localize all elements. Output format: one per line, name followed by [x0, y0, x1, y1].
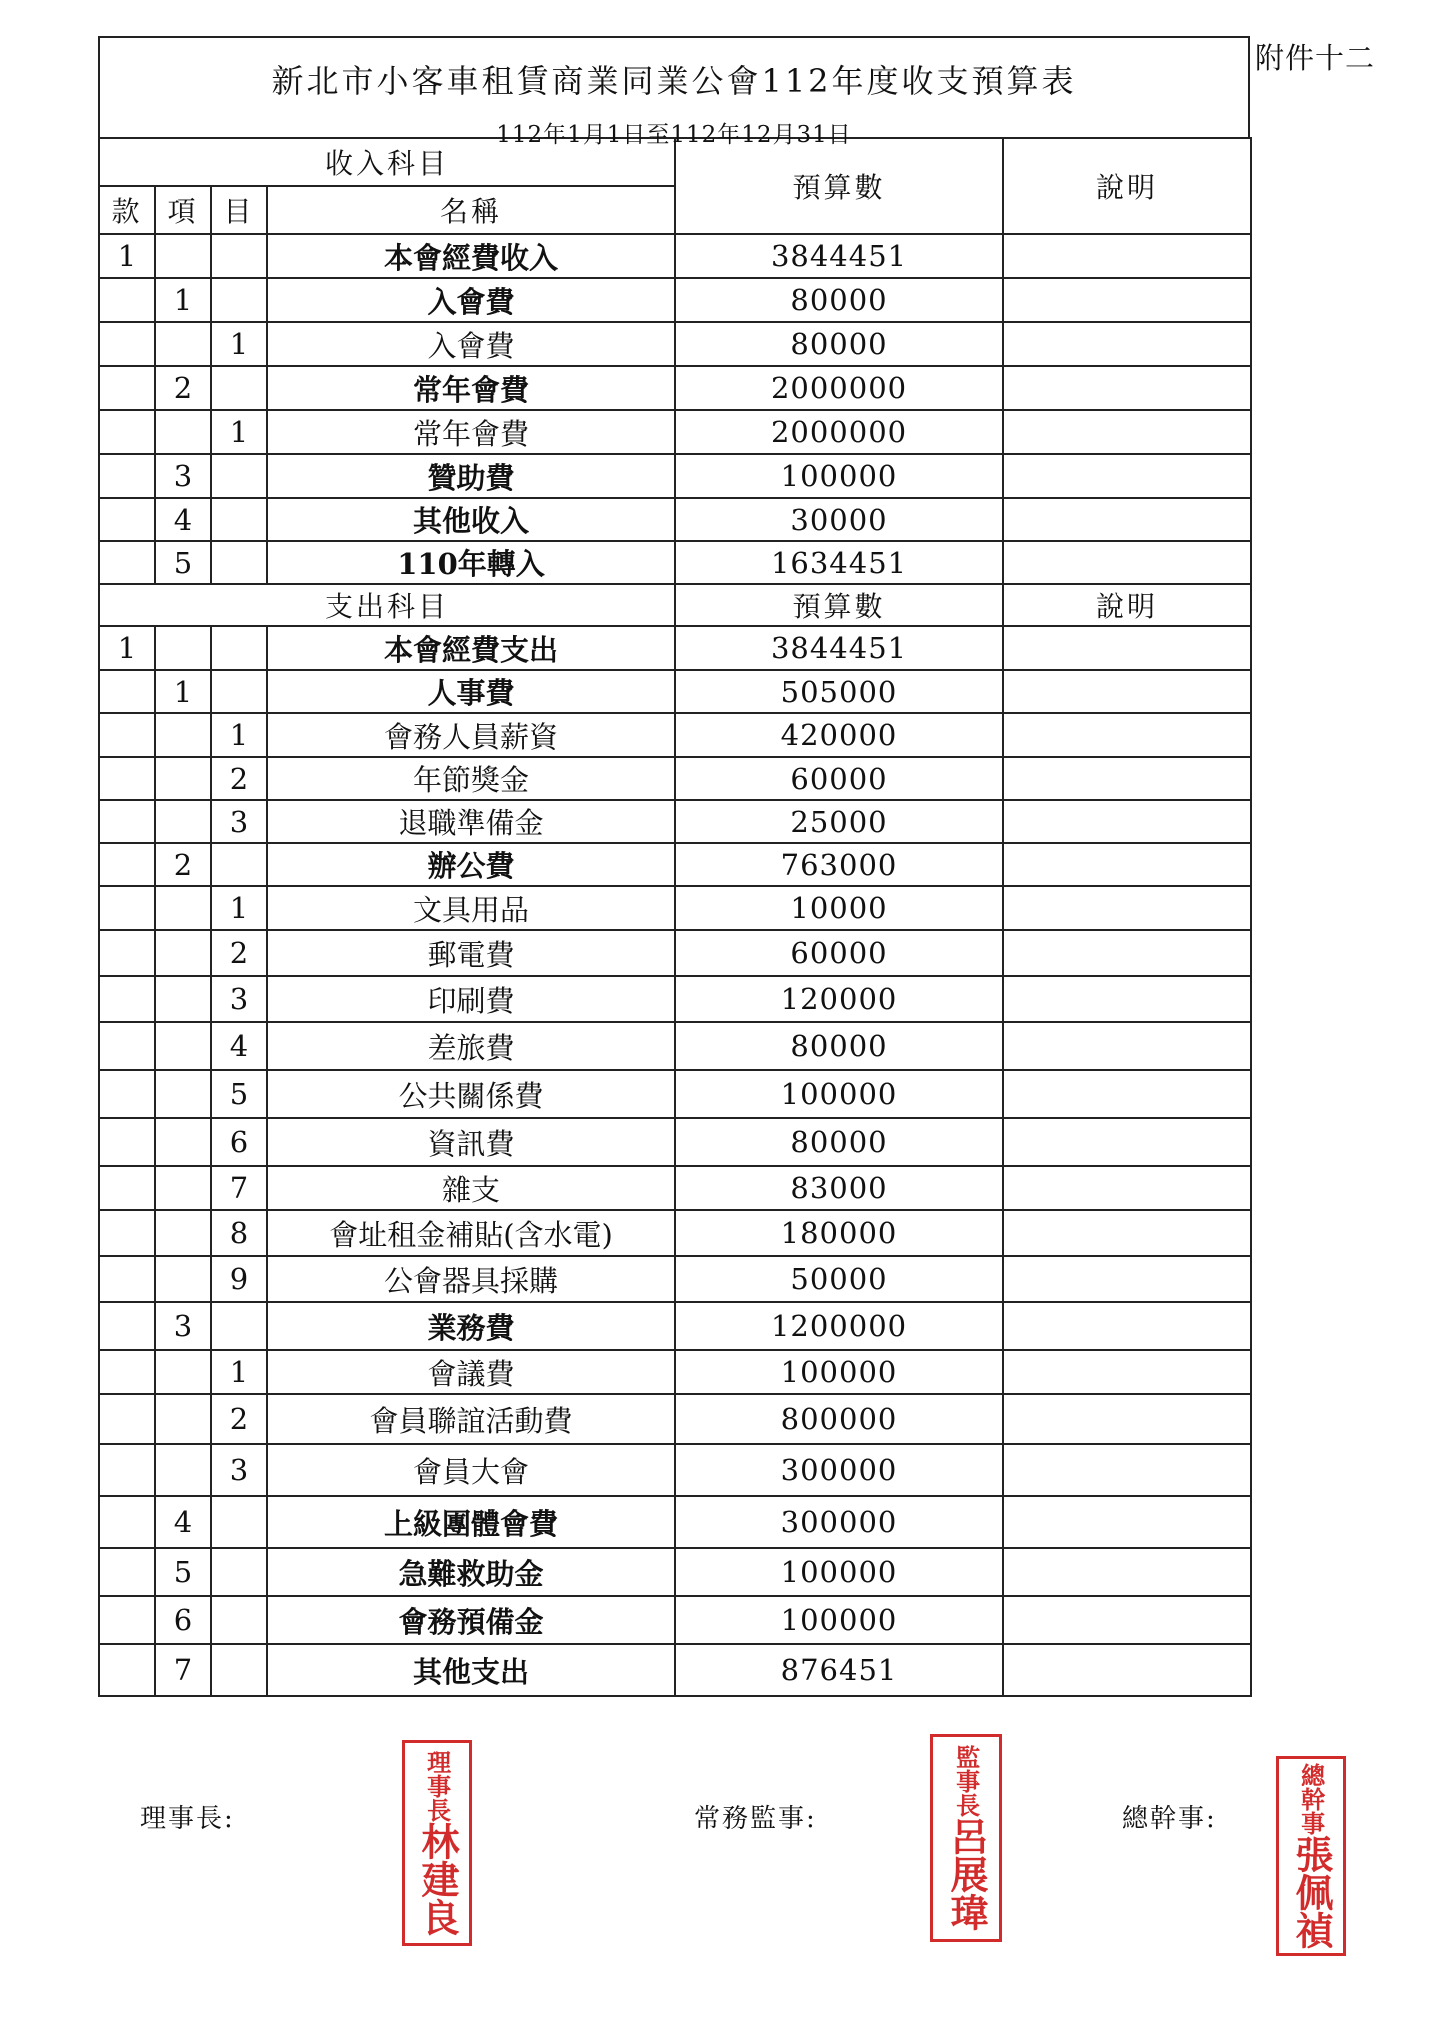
- item-name-cell: 110年轉入: [267, 541, 675, 584]
- amount-cell: 100000: [675, 454, 1003, 498]
- mu-cell: 1: [211, 886, 267, 930]
- item-name-cell: 人事費: [267, 670, 675, 713]
- note-cell: [1003, 1444, 1251, 1496]
- kuan-cell: [99, 886, 155, 930]
- income-row: [99, 322, 1251, 366]
- col-mu-header: 目: [211, 186, 267, 234]
- mu-cell: [211, 843, 267, 886]
- item-name-cell: 年節獎金: [267, 757, 675, 800]
- amount-cell: 763000: [675, 843, 1003, 886]
- note-cell: [1003, 454, 1251, 498]
- mu-cell: [211, 1496, 267, 1548]
- amount-cell: 3844451: [675, 234, 1003, 278]
- xiang-cell: [155, 1256, 211, 1302]
- kuan-cell: [99, 713, 155, 757]
- amount-cell: 876451: [675, 1644, 1003, 1696]
- item-name-cell: 雜支: [267, 1166, 675, 1210]
- xiang-cell: 4: [155, 498, 211, 541]
- note-cell: [1003, 1548, 1251, 1596]
- xiang-cell: [155, 976, 211, 1022]
- item-name-cell: 會議費: [267, 1350, 675, 1394]
- expense-row: [99, 1118, 1251, 1166]
- amount-cell: 1200000: [675, 1302, 1003, 1350]
- note-cell: [1003, 498, 1251, 541]
- item-name-cell: 業務費: [267, 1302, 675, 1350]
- mu-cell: [211, 1302, 267, 1350]
- note-cell: [1003, 1166, 1251, 1210]
- kuan-cell: [99, 976, 155, 1022]
- mu-cell: 2: [211, 1394, 267, 1444]
- secretary-label: 總幹事:: [1122, 1804, 1217, 1834]
- expense-row: [99, 670, 1251, 713]
- item-name-cell: 會員大會: [267, 1444, 675, 1496]
- kuan-cell: [99, 1210, 155, 1256]
- supervisor-seal-title: 監事長: [951, 1745, 981, 1817]
- xiang-cell: 7: [155, 1644, 211, 1696]
- xiang-cell: [155, 930, 211, 976]
- mu-cell: [211, 670, 267, 713]
- item-name-cell: 會員聯誼活動費: [267, 1394, 675, 1444]
- kuan-cell: [99, 410, 155, 454]
- secretary-seal-name: 張佩禎: [1288, 1835, 1334, 1949]
- amount-cell: 100000: [675, 1548, 1003, 1596]
- expense-row: [99, 930, 1251, 976]
- note-cell: [1003, 322, 1251, 366]
- note-cell: [1003, 713, 1251, 757]
- kuan-cell: [99, 1644, 155, 1696]
- note-cell: [1003, 1596, 1251, 1644]
- amount-cell: 505000: [675, 670, 1003, 713]
- expense-row: [99, 800, 1251, 843]
- item-name-cell: 資訊費: [267, 1118, 675, 1166]
- note-cell: [1003, 930, 1251, 976]
- expense-row: [99, 1166, 1251, 1210]
- amount-cell: 3844451: [675, 626, 1003, 670]
- income-row: [99, 234, 1251, 278]
- note-cell: [1003, 1070, 1251, 1118]
- chairman-seal: [402, 1740, 472, 1946]
- budget-period: 112年1月1日至112年12月31日: [496, 122, 852, 148]
- item-name-cell: 郵電費: [267, 930, 675, 976]
- amount-cell: 300000: [675, 1444, 1003, 1496]
- amount-cell: 100000: [675, 1350, 1003, 1394]
- mu-cell: 7: [211, 1166, 267, 1210]
- mu-cell: 5: [211, 1070, 267, 1118]
- xiang-cell: [155, 1070, 211, 1118]
- xiang-cell: [155, 1166, 211, 1210]
- item-name-cell: 入會費: [267, 322, 675, 366]
- expense-row: [99, 1210, 1251, 1256]
- kuan-cell: [99, 1350, 155, 1394]
- item-name-cell: 文具用品: [267, 886, 675, 930]
- note-cell: [1003, 1350, 1251, 1394]
- kuan-cell: [99, 1548, 155, 1596]
- supervisor-label: 常務監事:: [694, 1804, 817, 1834]
- mu-cell: 1: [211, 322, 267, 366]
- item-name-cell: 退職準備金: [267, 800, 675, 843]
- xiang-cell: 1: [155, 670, 211, 713]
- col-kuan-header: 款: [99, 186, 155, 234]
- income-section-header: 收入科目: [99, 138, 675, 186]
- item-name-cell: 本會經費收入: [267, 234, 675, 278]
- item-name-cell: 其他收入: [267, 498, 675, 541]
- expense-row: [99, 1070, 1251, 1118]
- mu-cell: 4: [211, 1022, 267, 1070]
- mu-cell: [211, 541, 267, 584]
- mu-cell: 6: [211, 1118, 267, 1166]
- mu-cell: 2: [211, 930, 267, 976]
- xiang-cell: [155, 886, 211, 930]
- xiang-cell: 1: [155, 278, 211, 322]
- kuan-cell: [99, 454, 155, 498]
- amount-cell: 60000: [675, 757, 1003, 800]
- mu-cell: 8: [211, 1210, 267, 1256]
- xiang-cell: 3: [155, 454, 211, 498]
- note-cell: [1003, 800, 1251, 843]
- kuan-cell: [99, 843, 155, 886]
- item-name-cell: 入會費: [267, 278, 675, 322]
- expense-row: [99, 843, 1251, 886]
- xiang-cell: [155, 626, 211, 670]
- expense-note-header: 說明: [1003, 584, 1251, 626]
- note-cell: [1003, 886, 1251, 930]
- note-cell: [1003, 670, 1251, 713]
- amount-cell: 60000: [675, 930, 1003, 976]
- kuan-cell: [99, 800, 155, 843]
- kuan-cell: 1: [99, 626, 155, 670]
- kuan-cell: [99, 1596, 155, 1644]
- xiang-cell: [155, 1118, 211, 1166]
- xiang-cell: [155, 757, 211, 800]
- note-cell: [1003, 1644, 1251, 1696]
- expense-row: [99, 1548, 1251, 1596]
- mu-cell: 3: [211, 976, 267, 1022]
- xiang-cell: [155, 410, 211, 454]
- note-cell: [1003, 1022, 1251, 1070]
- mu-cell: [211, 626, 267, 670]
- income-row: [99, 454, 1251, 498]
- amount-cell: 120000: [675, 976, 1003, 1022]
- amount-cell: 10000: [675, 886, 1003, 930]
- chairman-label: 理事長:: [140, 1804, 235, 1834]
- expense-row: [99, 1302, 1251, 1350]
- note-cell: [1003, 366, 1251, 410]
- kuan-cell: 1: [99, 234, 155, 278]
- item-name-cell: 急難救助金: [267, 1548, 675, 1596]
- amount-cell: 25000: [675, 800, 1003, 843]
- kuan-cell: [99, 498, 155, 541]
- note-cell: [1003, 757, 1251, 800]
- mu-cell: 3: [211, 800, 267, 843]
- item-name-cell: 會務預備金: [267, 1596, 675, 1644]
- amount-cell: 2000000: [675, 366, 1003, 410]
- item-name-cell: 贊助費: [267, 454, 675, 498]
- expense-row: [99, 713, 1251, 757]
- note-cell: [1003, 278, 1251, 322]
- kuan-cell: [99, 1444, 155, 1496]
- mu-cell: [211, 366, 267, 410]
- amount-cell: 800000: [675, 1394, 1003, 1444]
- amount-cell: 100000: [675, 1596, 1003, 1644]
- xiang-cell: 5: [155, 1548, 211, 1596]
- signature-area: [0, 1740, 1440, 2000]
- kuan-cell: [99, 1166, 155, 1210]
- note-cell: [1003, 843, 1251, 886]
- xiang-cell: 2: [155, 366, 211, 410]
- mu-cell: [211, 498, 267, 541]
- kuan-cell: [99, 757, 155, 800]
- expense-row: [99, 626, 1251, 670]
- mu-cell: [211, 1596, 267, 1644]
- kuan-cell: [99, 366, 155, 410]
- item-name-cell: 公共關係費: [267, 1070, 675, 1118]
- mu-cell: 1: [211, 410, 267, 454]
- expense-row: [99, 1256, 1251, 1302]
- xiang-cell: [155, 713, 211, 757]
- title-block: [98, 36, 1250, 148]
- mu-cell: [211, 234, 267, 278]
- xiang-cell: [155, 322, 211, 366]
- note-cell: [1003, 1394, 1251, 1444]
- item-name-cell: 常年會費: [267, 410, 675, 454]
- amount-cell: 80000: [675, 1022, 1003, 1070]
- amount-cell: 30000: [675, 498, 1003, 541]
- item-name-cell: 會務人員薪資: [267, 713, 675, 757]
- item-name-cell: 印刷費: [267, 976, 675, 1022]
- amount-cell: 100000: [675, 1070, 1003, 1118]
- income-row: [99, 410, 1251, 454]
- kuan-cell: [99, 278, 155, 322]
- budget-table-body: [99, 138, 1251, 1696]
- mu-cell: 9: [211, 1256, 267, 1302]
- kuan-cell: [99, 1302, 155, 1350]
- kuan-cell: [99, 1394, 155, 1444]
- item-name-cell: 上級團體會費: [267, 1496, 675, 1548]
- xiang-cell: 3: [155, 1302, 211, 1350]
- income-row: [99, 366, 1251, 410]
- xiang-cell: [155, 800, 211, 843]
- note-cell: [1003, 1118, 1251, 1166]
- note-cell: [1003, 1256, 1251, 1302]
- secretary-seal: [1276, 1756, 1346, 1956]
- kuan-cell: [99, 1256, 155, 1302]
- expense-row: [99, 757, 1251, 800]
- mu-cell: 1: [211, 713, 267, 757]
- note-cell: [1003, 1302, 1251, 1350]
- expense-row: [99, 1394, 1251, 1444]
- expense-section-header: 支出科目: [99, 584, 675, 626]
- xiang-cell: 6: [155, 1596, 211, 1644]
- mu-cell: [211, 1644, 267, 1696]
- item-name-cell: 本會經費支出: [267, 626, 675, 670]
- expense-row: [99, 886, 1251, 930]
- kuan-cell: [99, 1496, 155, 1548]
- amount-cell: 83000: [675, 1166, 1003, 1210]
- kuan-cell: [99, 1118, 155, 1166]
- amount-cell: 180000: [675, 1210, 1003, 1256]
- expense-row: [99, 1496, 1251, 1548]
- note-cell: [1003, 234, 1251, 278]
- income-row: [99, 278, 1251, 322]
- income-budget-header: 預算數: [675, 138, 1003, 234]
- col-name-header: 名稱: [267, 186, 675, 234]
- xiang-cell: [155, 1444, 211, 1496]
- expense-row: [99, 1022, 1251, 1070]
- expense-row: [99, 1444, 1251, 1496]
- note-cell: [1003, 1496, 1251, 1548]
- kuan-cell: [99, 322, 155, 366]
- note-cell: [1003, 1210, 1251, 1256]
- budget-table: [98, 137, 1252, 1697]
- expense-row: [99, 1596, 1251, 1644]
- page-title: 新北市小客車租賃商業同業公會112年度收支預算表: [271, 62, 1077, 100]
- budget-document: [98, 36, 1250, 1697]
- xiang-cell: 5: [155, 541, 211, 584]
- amount-cell: 80000: [675, 278, 1003, 322]
- xiang-cell: [155, 234, 211, 278]
- amount-cell: 300000: [675, 1496, 1003, 1548]
- amount-cell: 80000: [675, 322, 1003, 366]
- amount-cell: 50000: [675, 1256, 1003, 1302]
- amount-cell: 1634451: [675, 541, 1003, 584]
- income-note-header: 說明: [1003, 138, 1251, 234]
- expense-row: [99, 1350, 1251, 1394]
- secretary-seal-title: 總幹事: [1296, 1763, 1326, 1835]
- amount-cell: 2000000: [675, 410, 1003, 454]
- xiang-cell: [155, 1350, 211, 1394]
- mu-cell: [211, 1548, 267, 1596]
- xiang-cell: [155, 1210, 211, 1256]
- col-xiang-header: 項: [155, 186, 211, 234]
- mu-cell: 2: [211, 757, 267, 800]
- amount-cell: 80000: [675, 1118, 1003, 1166]
- mu-cell: [211, 454, 267, 498]
- xiang-cell: 4: [155, 1496, 211, 1548]
- note-cell: [1003, 976, 1251, 1022]
- item-name-cell: 常年會費: [267, 366, 675, 410]
- item-name-cell: 會址租金補貼(含水電): [267, 1210, 675, 1256]
- chairman-seal-name: 林建良: [414, 1822, 460, 1936]
- expense-header-row: [99, 584, 1251, 626]
- item-name-cell: 其他支出: [267, 1644, 675, 1696]
- mu-cell: 1: [211, 1350, 267, 1394]
- chairman-seal-title: 理事長: [422, 1750, 452, 1822]
- supervisor-seal: [930, 1734, 1002, 1942]
- amount-cell: 420000: [675, 713, 1003, 757]
- mu-cell: 3: [211, 1444, 267, 1496]
- xiang-cell: [155, 1394, 211, 1444]
- kuan-cell: [99, 670, 155, 713]
- kuan-cell: [99, 930, 155, 976]
- xiang-cell: [155, 1022, 211, 1070]
- xiang-cell: 2: [155, 843, 211, 886]
- income-row: [99, 541, 1251, 584]
- item-name-cell: 辦公費: [267, 843, 675, 886]
- income-row: [99, 498, 1251, 541]
- attachment-label: 附件十二: [1255, 41, 1376, 75]
- supervisor-seal-name: 呂展瑋: [943, 1817, 989, 1931]
- note-cell: [1003, 541, 1251, 584]
- kuan-cell: [99, 1022, 155, 1070]
- mu-cell: [211, 278, 267, 322]
- note-cell: [1003, 626, 1251, 670]
- item-name-cell: 差旅費: [267, 1022, 675, 1070]
- expense-row: [99, 976, 1251, 1022]
- kuan-cell: [99, 541, 155, 584]
- item-name-cell: 公會器具採購: [267, 1256, 675, 1302]
- expense-row: [99, 1644, 1251, 1696]
- kuan-cell: [99, 1070, 155, 1118]
- expense-budget-header: 預算數: [675, 584, 1003, 626]
- note-cell: [1003, 410, 1251, 454]
